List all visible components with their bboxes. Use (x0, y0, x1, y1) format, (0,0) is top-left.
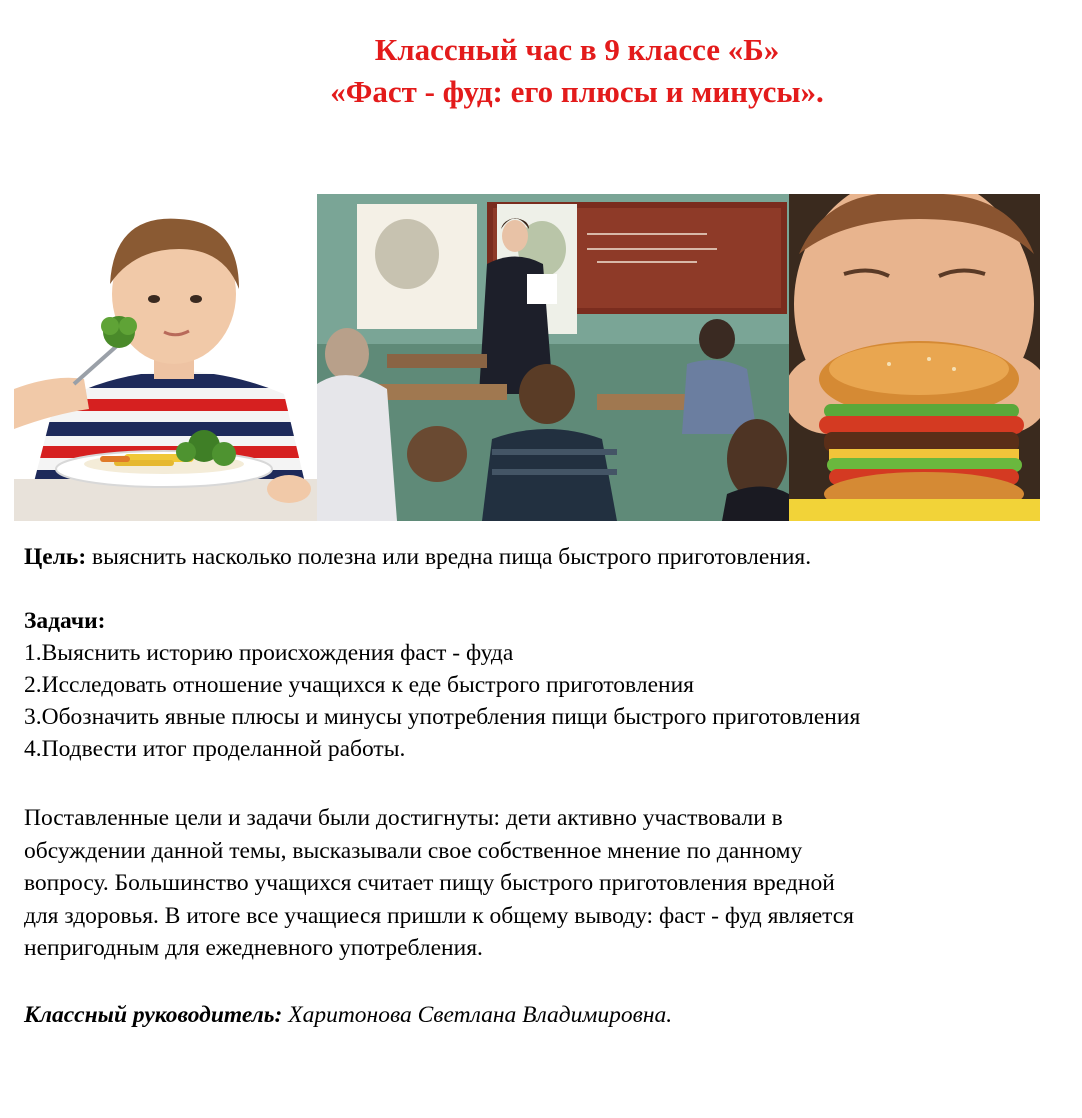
page-subtitle: «Фаст - фуд: его плюсы и минусы». (330, 74, 824, 109)
summary-line: непригодным для ежедневного употребления. (24, 935, 483, 961)
photo-boy-burger (789, 194, 1040, 521)
list-item: 2.Исследовать отношение учащихся к еде быстрого приготовления (24, 672, 694, 698)
summary-line: для здоровья. В итоге все учащиеся пришли к общему выводу: фаст - фуд является (24, 902, 854, 929)
tasks-list (24, 637, 860, 765)
goal-paragraph (24, 541, 1064, 573)
summary-line: обсуждении данной темы, высказывали свое собственное мнение по данному (24, 837, 803, 864)
photo-classroom (317, 194, 789, 521)
teacher-line (24, 999, 1064, 1031)
photo-boy-vegetables (14, 194, 317, 521)
list-item: 4.Подвести итог проделанной работы. (24, 736, 406, 762)
summary-line: Поставленные цели и задачи были достигнуты: дети активно участвовали в (24, 805, 783, 831)
summary-line: вопросу. Большинство учащихся считает пищу быстрого приготовления вредной (24, 870, 835, 896)
goal-label: Цель: (24, 544, 87, 570)
goal-text: выяснить насколько полезна или вредна пища быстрого приготовления. (86, 544, 812, 570)
summary-paragraph (24, 802, 1064, 965)
list-item: 3.Обозначить явные плюсы и минусы употребления пищи быстрого приготовления (24, 704, 861, 730)
list-item: 1.Выяснить историю происхождения фаст - фуда (24, 640, 514, 666)
tasks-heading: Задачи: (24, 608, 106, 634)
teacher-name: Харитонова Светлана Владимировна. (282, 1002, 673, 1028)
photo-strip (14, 194, 1040, 521)
teacher-label: Классный руководитель: (24, 1002, 283, 1028)
page-title: Классный час в 9 классе «Б» (374, 32, 780, 67)
